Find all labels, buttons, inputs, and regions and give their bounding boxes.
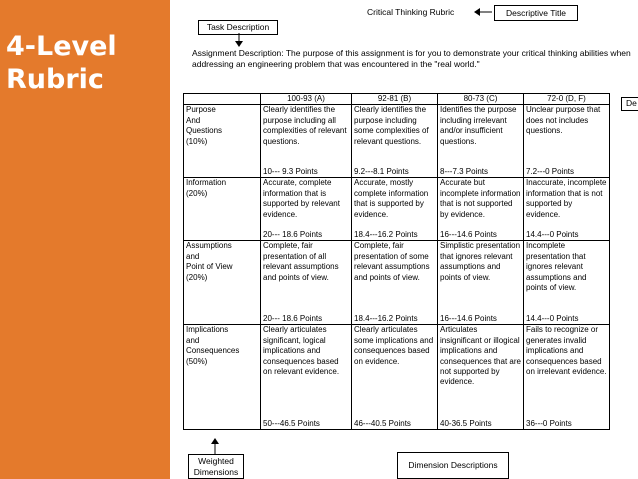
cell-text: Simplistic presentation that ignores relevant assumptions and points of view. (440, 241, 521, 282)
cell-text: Accurate, complete information that is supported by relevant evidence. (263, 178, 340, 219)
level-header: 100-93 (A) (261, 94, 352, 105)
cell-text: Incomplete presentation that ignores relevant assumptions and points of view. (526, 241, 587, 293)
cell-text: Complete, fair presentation of all relevant assumptions and points of view. (263, 241, 339, 282)
rubric-cell (438, 325, 524, 430)
cell-points: 7.2---0 Points (526, 167, 575, 176)
dimension-label: Purpose And Questions (10%) (184, 105, 261, 178)
rubric-cell (352, 105, 438, 178)
cell-points: 18.4---16.2 Points (354, 314, 418, 323)
up-arrow-icon (210, 438, 220, 454)
cell-points: 9.2---8.1 Points (354, 167, 409, 176)
descriptive-title-callout: Descriptive Title (494, 5, 578, 21)
dimension-label: Information (20%) (184, 178, 261, 241)
cell-text: Accurate, mostly complete information that is supported by evidence. (354, 178, 429, 219)
rubric-row-information (184, 178, 610, 241)
rubric-header-row (184, 94, 610, 105)
cell-text: Clearly articulates significant, logical implications and consequences based on relevant evidence. (263, 325, 340, 377)
assignment-description: Assignment Description: The purpose of this assignment is for you to demonstrate your critical thinking abilities when addressing an engineering problem that was encountered in the "real world." (192, 48, 631, 69)
cell-points: 16---14.6 Points (440, 230, 497, 239)
cell-text: Identifies the purpose including irrelevant and/or insufficient questions. (440, 105, 517, 146)
rubric-cell (352, 325, 438, 430)
rubric-cell (524, 241, 610, 325)
cell-text: Articulates insignificant or illogical implications and consequences that are not supported by evidence. (440, 325, 521, 387)
cell-text: Complete, fair presentation of some relevant assumptions and points of view. (354, 241, 430, 282)
rubric-cell (524, 325, 610, 430)
cell-points: 40-36.5 Points (440, 419, 492, 428)
dimension-descriptions-callout: Dimension Descriptions (397, 452, 509, 479)
cell-text: Fails to recognize or generates invalid implications and consequences based on irrelevant evidence. (526, 325, 607, 377)
rubric-row-assumptions (184, 241, 610, 325)
rubric-row-implications (184, 325, 610, 430)
rubric-table (183, 93, 610, 430)
cell-points: 14.4---0 Points (526, 314, 579, 323)
rubric-cell (438, 178, 524, 241)
cell-points: 10--- 9.3 Points (263, 167, 318, 176)
rubric-cell (261, 241, 352, 325)
cell-points: 20--- 18.6 Points (263, 314, 323, 323)
cell-text: Clearly articulates some implications and consequences based on evidence. (354, 325, 434, 366)
dimension-label: Assumptions and Point of View (20%) (184, 241, 261, 325)
rubric-title: Critical Thinking Rubric (367, 7, 455, 17)
dimension-callout-cropped: De (621, 97, 638, 111)
level-header: 92-81 (B) (352, 94, 438, 105)
cell-points: 8---7.3 Points (440, 167, 489, 176)
down-arrow-icon (234, 33, 244, 47)
cell-points: 36---0 Points (526, 419, 572, 428)
sidebar (0, 0, 170, 479)
task-description-callout: Task Description (198, 20, 278, 35)
level-header: 72-0 (D, F) (524, 94, 610, 105)
cell-points: 16---14.6 Points (440, 314, 497, 323)
cell-text: Accurate but incomplete information that is not supported by evidence. (440, 178, 521, 219)
level-header: 80-73 (C) (438, 94, 524, 105)
cell-text: Clearly identifies the purpose including all complexities of relevant questions. (263, 105, 347, 146)
rubric-cell (438, 105, 524, 178)
rubric-row-purpose (184, 105, 610, 178)
slide-title: 4-Level Rubric (6, 31, 117, 95)
cell-text: Inaccurate, incomplete information that is not supported by evidence. (526, 178, 607, 219)
cell-text: Clearly identifies the purpose including some complexities of relevant questions. (354, 105, 429, 146)
dimension-label: Implications and Consequences (50%) (184, 325, 261, 430)
rubric-cell (352, 241, 438, 325)
rubric-cell (524, 178, 610, 241)
weighted-dimensions-callout: Weighted Dimensions (188, 454, 244, 479)
cell-points: 20--- 18.6 Points (263, 230, 323, 239)
left-arrow-icon (474, 6, 494, 18)
cell-text: Unclear purpose that does not includes questions. (526, 105, 601, 136)
rubric-cell (261, 105, 352, 178)
dimension-header (184, 94, 261, 105)
rubric-cell (261, 178, 352, 241)
rubric-cell (438, 241, 524, 325)
rubric-cell (524, 105, 610, 178)
rubric-cell (352, 178, 438, 241)
rubric-cell (261, 325, 352, 430)
cell-points: 18.4---16.2 Points (354, 230, 418, 239)
cell-points: 46---40.5 Points (354, 419, 411, 428)
cell-points: 14.4---0 Points (526, 230, 579, 239)
cell-points: 50---46.5 Points (263, 419, 320, 428)
